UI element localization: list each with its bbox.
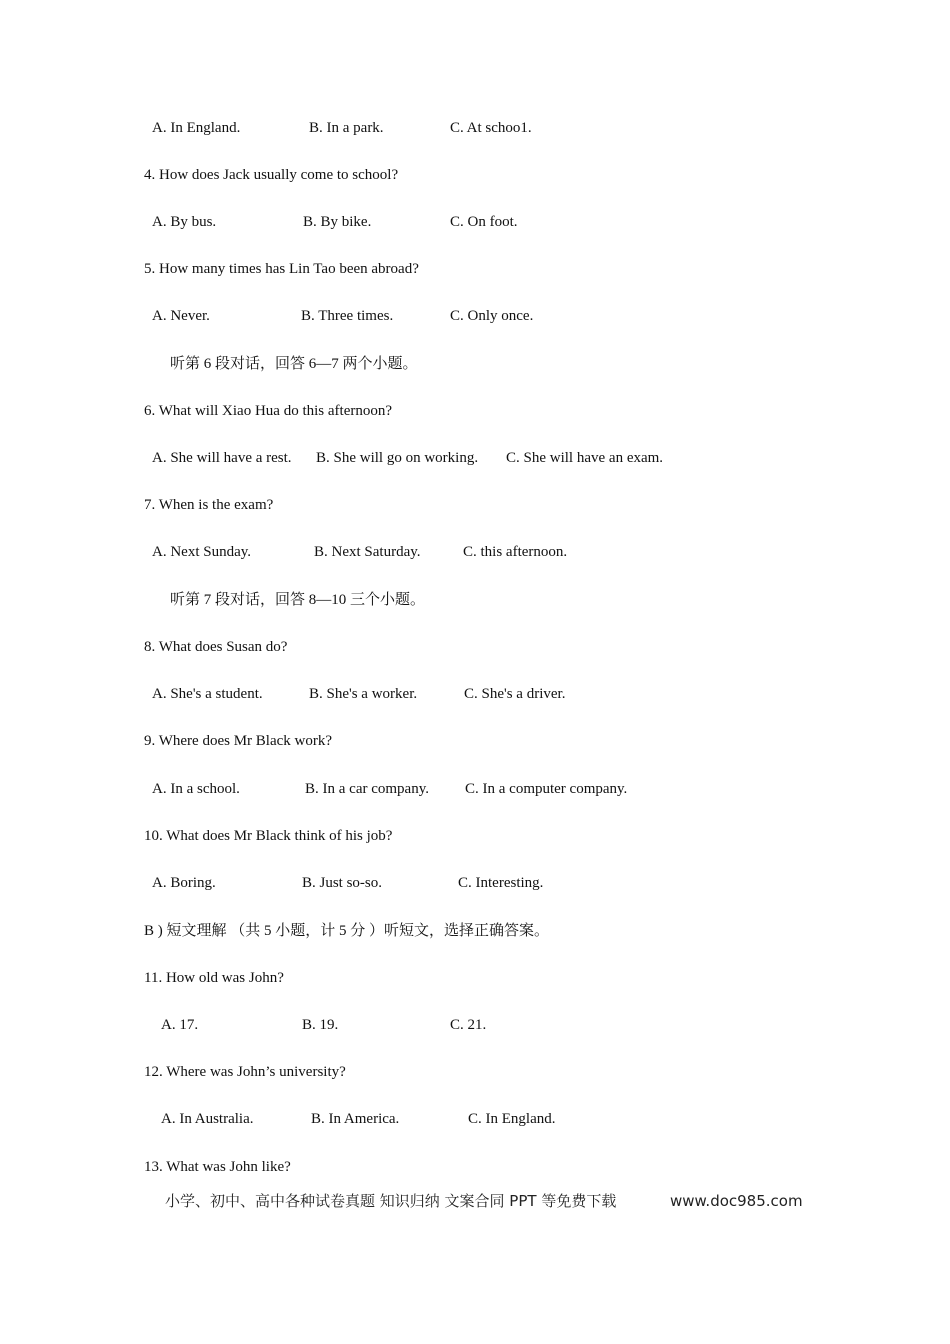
q9-option-a: A. In a school. xyxy=(152,781,240,797)
q12-option-a: A. In Australia. xyxy=(161,1111,254,1127)
q7-option-c: C. this afternoon. xyxy=(463,544,568,560)
q7-question: 7. When is the exam? xyxy=(144,497,274,513)
q4-question: 4. How does Jack usually come to school? xyxy=(144,167,399,183)
q11-option-a: A. 17. xyxy=(161,1017,199,1033)
q6-question: 6. What will Xiao Hua do this afternoon? xyxy=(144,403,392,419)
q10-question: 10. What does Mr Black think of his job? xyxy=(144,828,393,844)
q10-option-c: C. Interesting. xyxy=(458,875,544,891)
q13-question: 13. What was John like? xyxy=(144,1159,291,1175)
q6-option-a: A. She will have a rest. xyxy=(152,450,292,466)
q7-option-a: A. Next Sunday. xyxy=(152,544,252,560)
q9-option-c: C. In a computer company. xyxy=(465,781,628,797)
q8-option-b: B. She's a worker. xyxy=(309,686,418,702)
q12-option-c: C. In England. xyxy=(468,1111,556,1127)
section-7-instruction: 听第 7 段对话，回答 8—10 三个小题。 xyxy=(170,592,426,608)
q10-option-a: A. Boring. xyxy=(152,875,216,891)
page-footer xyxy=(165,1191,803,1211)
q10-option-b: B. Just so-so. xyxy=(302,875,383,891)
q4-option-b: B. By bike. xyxy=(303,214,372,230)
q5-option-c: C. Only once. xyxy=(450,308,534,324)
q3-option-a: A. In England. xyxy=(152,120,241,136)
q8-option-a: A. She's a student. xyxy=(152,686,263,702)
q3-option-c: C. At schoo1. xyxy=(450,120,532,136)
q9-option-b: B. In a car company. xyxy=(305,781,429,797)
q12-option-b: B. In America. xyxy=(311,1111,400,1127)
q5-option-b: B. Three times. xyxy=(301,308,394,324)
q4-option-a: A. By bus. xyxy=(152,214,217,230)
q9-question: 9. Where does Mr Black work? xyxy=(144,733,332,749)
q8-question: 8. What does Susan do? xyxy=(144,639,288,655)
q5-question: 5. How many times has Lin Tao been abroad? xyxy=(144,261,419,277)
part-b-heading: B ) 短文理解 （共 5 小题，计 5 分 ）听短文，选择正确答案。 xyxy=(144,923,550,939)
q8-option-c: C. She's a driver. xyxy=(464,686,566,702)
q6-option-b: B. She will go on working. xyxy=(316,450,479,466)
q7-option-b: B. Next Saturday. xyxy=(314,544,421,560)
q11-option-b: B. 19. xyxy=(302,1017,339,1033)
footer-text: 小学、初中、高中各种试卷真题 知识归纳 文案合同 PPT 等免费下载 xyxy=(165,1192,617,1210)
q4-option-c: C. On foot. xyxy=(450,214,518,230)
q11-option-c: C. 21. xyxy=(450,1017,487,1033)
q6-option-c: C. She will have an exam. xyxy=(506,450,664,466)
section-6-instruction: 听第 6 段对话，回答 6—7 两个小题。 xyxy=(170,356,418,372)
q5-option-a: A. Never. xyxy=(152,308,210,324)
q12-question: 12. Where was John’s university? xyxy=(144,1064,346,1080)
q3-option-b: B. In a park. xyxy=(309,120,384,136)
q11-question: 11. How old was John? xyxy=(144,970,284,986)
footer-url[interactable]: www.doc985.com xyxy=(670,1192,803,1210)
